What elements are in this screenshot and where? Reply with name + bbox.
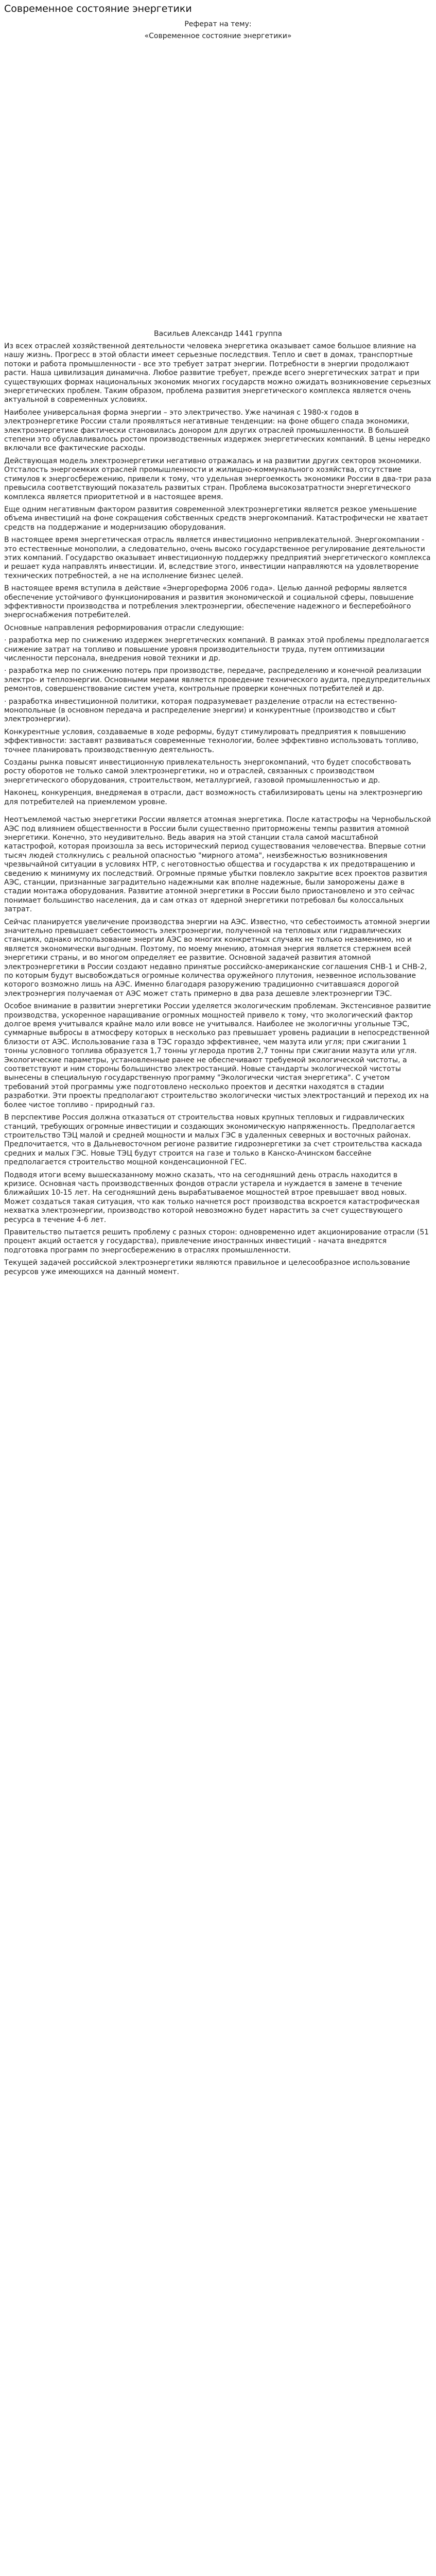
paragraph: Созданы рынка повысят инвестиционную привлекательность энергокомпаний, что будет способствовать росту оборотов не только самой электроэнергетики, но и отраслей, связанных с производством энергетического оборудования, строительством, металлургией, газовой промышленностью и др. [4,758,411,785]
paragraph: В настоящее время энергетическая отрасль является инвестиционно непривлекательной. Энергокомпании - это естественные монополии, а следовательно, очень высоко государственное регулирование деятельности этих компаний. Государство оказывает инвестиционную поддержку предприятий энергетического комплекса и решает куда направлять инвестиции. И, вследствие этого, инвестиции направляются на удовлетворение технических потребностей, а не на исполнение бизнес целей. [4,536,431,580]
body-text [4,342,432,1277]
paragraph: Из всех отраслей хозяйственной деятельности человека энергетика оказывает самое большое влияние на нашу жизнь. Прогресс в этой области имеет серьезные последствия. Тепло и свет в домах, транспортные потоки и работа промышленности - все это требует затрат энергии. Потребности в энергии продолжают расти. Наша цивилизация динамична. Любое развитие требует, прежде всего энергетических затрат и при существующих формах национальных экономик многих государств можно ожидать возникновение серьезных энергетических проблем. Таким образом, проблема развития энергетического комплекса является очень актуальной в современных условиях. [4,342,431,404]
list-item: · разработка инвестиционной политики, которая подразумевает разделение отрасли на естественно- монопольные (в основном передача и распределение энергии) и конкурентные (производство и сбыт электроэнергии). [4,697,397,724]
paragraph: Еще одним негативным фактором развития современной электроэнергетики является резкое уменьшение объема инвестиций на фоне сокращения собственных средств энергокомпаний. Катастрофически не хватает средств на поддержание и модернизацию оборудования. [4,505,428,532]
paragraph: Сейчас планируется увеличение производства энергии на АЭС. Известно, что себестоимость атомной энергии значительно превышает себестоимость электроэнергии, полученной на тепловых или гидравлических станциях, однако использование энергии АЭС во многих конкретных случаях не только незаменимо, но и является экономически выгодным. Поэтому, по моему мнению, атомная энергия является стержнем всей энергетики страны, и во многом определяет ее развитие. Основной задачей развития атомной электроэнергетики в России создают недавно принятые российско-американские соглашения СНВ-1 и СНВ-2, по которым будут высвобождаться огромные количества оружейного плутония, неэвенное использование которого возможно лишь на АЭС. Именно благодаря разоружению традиционно считавшаяся дорогой электроэнергия получаемая от АЭС может стать примерно в два раза дешевле электроэнергии ТЭС. [4,918,430,998]
paragraph: Основные направления реформирования отрасли следующие: [4,623,245,632]
paragraph: Подводя итоги всему вышесказанному можно сказать, что на сегодняшний день отрасль находится в кризисе. Основная часть производственных фондов отрасли устарела и нуждается в замене в течение ближайших 10-15 лет. На сегодняшний день вырабатываемое мощностей втрое превышает ввод новых. Может создаться такая ситуация, что как только начнется рост производства вскроется катастрофическая нехватка электроэнергии, производство которой невозможно будет нарастить за счет существующего ресурса в течение 4-6 лет. [4,1171,420,1224]
paragraph: Правительство пытается решить проблему с разных сторон: одновременно идет акционирование отрасли (51 процент акций остается у государства), привлечение иностранных инвестиций - начата внедрятся подготовка программ по энергосбережению в отраслях промышленности. [4,1228,429,1255]
paragraph: В перспективе Россия должна отказаться от строительства новых крупных тепловых и гидравлических станций, требующих огромные инвестиции и создающих экономическую напряженность. Предполагается строительство ТЭЦ малой и средней мощности и малых ГЭС в удаленных северных и восточных районах. Предпочитается, что в Дальневосточном регионе развитие гидроэнергетики за счет строительства каскада средних и малых ГЭС. Новые ТЭЦ будут строится на газе и только в Канско-Ачинском бассейне предполагается строительство мощной конденсационной ГЕС. [4,1113,422,1167]
paragraph: Особое внимание в развитии энергетики России уделяется экологическим проблемам. Экстенсивное развитие производства, ускоренное наращивание огромных мощностей привело к тому, что экологический фактор долгое время учитывался крайне мало или вовсе не учитывался. Наиболее не экологичны угольные ТЭС, суммарные выбросы в атмосферу которых в несколько раз превышает уровень радиации в непосредственной близости от АЭС. Использование газа в ТЭС гораздо эффективнее, чем мазута или угля; при сжигании 1 тонны условного топлива образуется 1,7 тонны углерода против 2,7 тонны при сжигании мазута или угля. Экологические параметры, установленные ранее не обеспечивают требуемой экологической чистоты, а соответствуют и ним стороны большинство электростанций. Новые стандарты экологической чистоты вынесены в специальную государственную программу "Экологически чистая энергетика". С учетом требований этой программы уже подготовлено несколько проектов и десятки находятся в стадии разработки. Эти проекты предполагают строительство экологически чистых электростанций и переход их на более чистое топливо - природный газ. [4,1002,431,1109]
paragraph: Неотъемлемой частью энергетики России является атомная энергетика. После катастрофы на Чернобыльской АЭС под влиянием общественности в России были существенно приторможены темпы развития атомной энергетики. Конечно, это неудивительно. Ведь авария на этой станции стала самой масштабной катастрофой, которая произошла за весь исторический период существования человечества. Впервые сотни тысяч людей столкнулись с реальной опасностью "мирного атома", неизбежностью возникновения чрезвычайной ситуации в условиях НТР, с неготовностью общества и государства к их предотвращению и сведению к минимуму их последствий. Огромные прямые убытки повлекло закрытие всех проектов развития АЭС, станции, признанные заградительно надежными как вполне надежные, были заморожены даже в стадии монтажа оборудования. Развитие атомной энергетики в России было приостановлено и это сейчас понимает большинство населения, да и сам отказ от ядерной энергетики потребовал бы колоссальных затрат. [4,816,431,914]
paragraph: Наконец, конкуренция, внедряемая в отрасли, даст возможность стабилизировать цены на электроэнергию для потребителей на приемлемом уровне. [4,789,423,806]
page-title: Современное состояние энергетики [4,3,192,14]
paragraph: Текущей задачей российской электроэнергетики являются правильное и целесообразное использование ресурсов уже имеющихся на данный момент. [4,1259,410,1276]
paragraph: Конкурентные условия, создаваемые в ходе реформы, будут стимулировать предприятия к повышению эффективности: заставят развиваться современные технологии, более эффективно использовать топливо, точнее планировать производственную деятельность. [4,727,418,754]
author-line: Васильев Александр 1441 группа [153,330,283,338]
document-page [0,3,436,2576]
cover-subtitle-line-2: «Современное состояние энергетики» [144,32,292,40]
list-item: · разработка мер по снижению потерь при производстве, передаче, распределению и конечной реализации электро- и теплоэнергии. Основными мерами является проведение технического аудита, предупредительных ремонтов, совершенствование систем учета, контрольные проверки конечных потребителей и др. [4,667,430,693]
paragraph: Действующая модель электроэнергетики негативно отражалась и на развитии других секторов экономики. Отсталость энергоемких отраслей промышленности и жилищно-коммунального хозяйства, отсутствие стимулов к энергосбережению, привели к тому, что удельная энергоемкость экономики России в два-три раза превысила соответствующий показатель развитых стран. Проблема высокозатратности энергетического комплекса является приоритетной и в настоящее время. [4,456,431,501]
spacer [4,810,432,816]
list-item: · разработка мер по снижению издержек энергетических компаний. В рамках этой проблемы предполагается снижение затрат на топливо и повышение уровня производительности труда, путем оптимизации численности персонала, внедрения новой техники и др. [4,636,429,663]
paragraph: Наиболее универсальная форма энергии – это электричество. Уже начиная с 1980-х годов в электроэнергетике России стали проявляться негативные тенденции: на фоне общего спада экономики, электроэнергетике фактически становилась донором для других отраслей промышленности. В большей степени это обуславливалось ростом производственных издержек энергетических компаний. В цены нередко включали все фактические расходы. [4,408,430,453]
cover-block [4,20,432,41]
cover-subtitle-line-1: Реферат на тему: [184,20,252,28]
paragraph: В настоящее время вступила в действие «Энергореформа 2006 года». Целью данной реформы является обеспечение устойчивого функционирования и развития экономической и социальной сферы, повышение эффективности производства и потребления электроэнергии, обеспечение надежного и бесперебойного энергоснабжения потребителей. [4,584,414,620]
